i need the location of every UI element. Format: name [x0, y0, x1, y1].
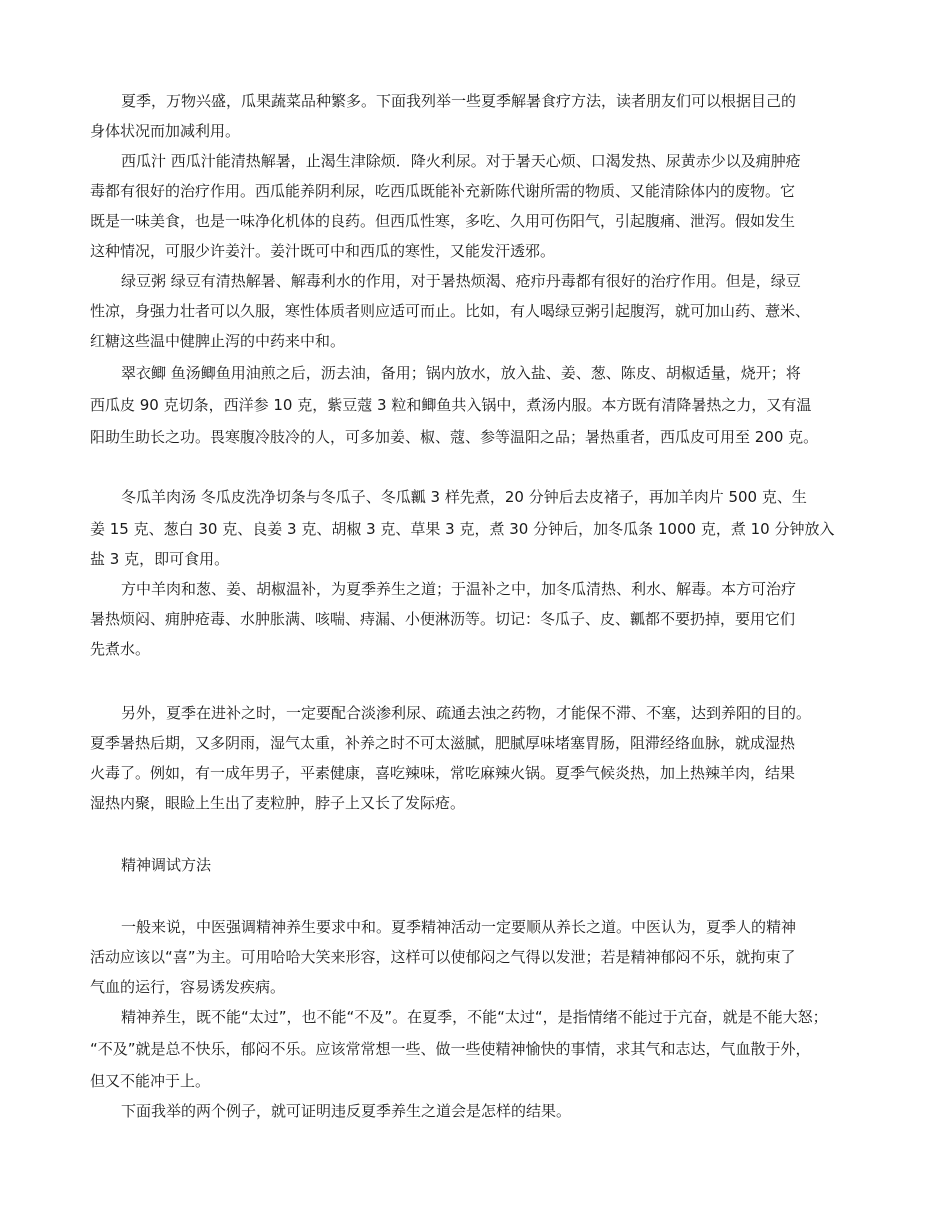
text-line: 西瓜皮 90 克切条，西洋参 10 克，紫豆蔻 3 粒和鲫鱼共入锅中，煮汤内服。本方既有清降暑热之力，又有温	[90, 396, 812, 414]
text-line: 下面我举的两个例子，就可证明违反夏季养生之道会是怎样的结果。	[121, 1102, 572, 1120]
text-line: 另外，夏季在进补之时，一定要配合淡渗利尿、疏通去浊之药物，才能保不滞、不塞，达到养阳的目的。	[121, 704, 812, 722]
text-line: 精神养生，既不能“太过”，也不能“不及”。在夏季，不能“太过“，是指情绪不能过于亢奋，就是不能大怒；	[121, 1008, 828, 1026]
text-line: “不及”就是总不快乐，郁闷不乐。应该常常想一些、做一些使精神愉快的事情，求其气和志达，气血散于外，	[90, 1040, 811, 1058]
text-line: 阳助生助长之功。畏寒腹冷肢冷的人，可多加姜、椒、蔻、参等温阳之品；暑热重者，西瓜皮可用至 200 克。	[90, 428, 819, 446]
text-line: 姜 15 克、葱白 30 克、良姜 3 克、胡椒 3 克、草果 3 克，煮 30 分钟后，加冬瓜条 1000 克，煮 10 分钟放入	[90, 520, 835, 538]
text-line: 夏季暑热后期，又多阴雨，湿气太重，补养之时不可太滋腻，肥腻厚味堵塞胃肠，阻滞经络血脉，就成湿热	[90, 734, 796, 752]
text-line: 西瓜汁 西瓜汁能清热解暑，止渴生津除烦．降火利尿。对于暑天心烦、口渴发热、尿黄赤少以及痈肿疮	[121, 152, 801, 170]
text-line: 火毒了。例如，有一成年男子，平素健康，喜吃辣味，常吃麻辣火锅。夏季气候炎热，加上热辣羊肉，结果	[90, 764, 796, 782]
text-line: 身体状况而加减利用。	[90, 122, 241, 140]
text-line: 湿热内聚，眼睑上生出了麦粒肿，脖子上又长了发际疮。	[90, 794, 466, 812]
text-line: 红糖这些温中健脾止泻的中药来中和。	[90, 332, 346, 350]
text-line: 方中羊肉和葱、姜、胡椒温补，为夏季养生之道；于温补之中，加冬瓜清热、利水、解毒。本方可治疗	[121, 580, 797, 598]
text-line: 先煮水。	[90, 640, 151, 658]
text-line: 绿豆粥 绿豆有清热解暑、解毒利水的作用，对于暑热烦渴、疮疖丹毒都有很好的治疗作用。但是，绿豆	[121, 272, 801, 290]
text-line: 气血的运行，容易诱发疾病。	[90, 978, 286, 996]
text-line: 夏季，万物兴盛，瓜果蔬菜品种繁多。下面我列举一些夏季解暑食疗方法，读者朋友们可以根据目己的	[121, 92, 797, 110]
section-heading: 精神调试方法	[121, 856, 212, 874]
text-line: 一般来说，中医强调精神养生要求中和。夏季精神活动一定要顺从养长之道。中医认为，夏季人的精神	[121, 918, 797, 936]
text-line: 既是一味美食，也是一味净化机体的良药。但西瓜性寒，多吃、久用可伤阳气，引起腹痛、泄泻。假如发生	[90, 212, 796, 230]
text-line: 盐 3 克，即可食用。	[90, 550, 230, 568]
text-line: 但又不能冲于上。	[90, 1072, 211, 1090]
text-line: 活动应该以“喜”为主。可用哈哈大笑来形容，这样可以使郁闷之气得以发泄；若是精神郁闷不乐，就拘束了	[90, 948, 796, 966]
text-line: 毒都有很好的治疗作用。西瓜能养阴利尿，吃西瓜既能补充新陈代谢所需的物质、又能清除体内的废物。它	[90, 182, 796, 200]
text-line: 冬瓜羊肉汤 冬瓜皮洗净切条与冬瓜子、冬瓜瓤 3 样先煮，20 分钟后去皮褚子，再加羊肉片 500 克、生	[121, 488, 807, 506]
text-line: 暑热烦闷、痈肿疮毒、水肿胀满、咳喘、痔漏、小便淋沥等。切记：冬瓜子、皮、瓤都不要扔掉，要用它们	[90, 610, 796, 628]
text-line: 性凉，身强力壮者可以久服，寒性体质者则应适可而止。比如，有人喝绿豆粥引起腹泻，就可加山药、薏米、	[90, 302, 811, 320]
text-line: 翠衣鲫 鱼汤鲫鱼用油煎之后，沥去油，备用；锅内放水，放入盐、姜、葱、陈皮、胡椒适量，烧开；将	[121, 364, 801, 382]
text-line: 这种情况，可服少许姜汁。姜汁既可中和西瓜的寒性，又能发汗透邪。	[90, 242, 556, 260]
